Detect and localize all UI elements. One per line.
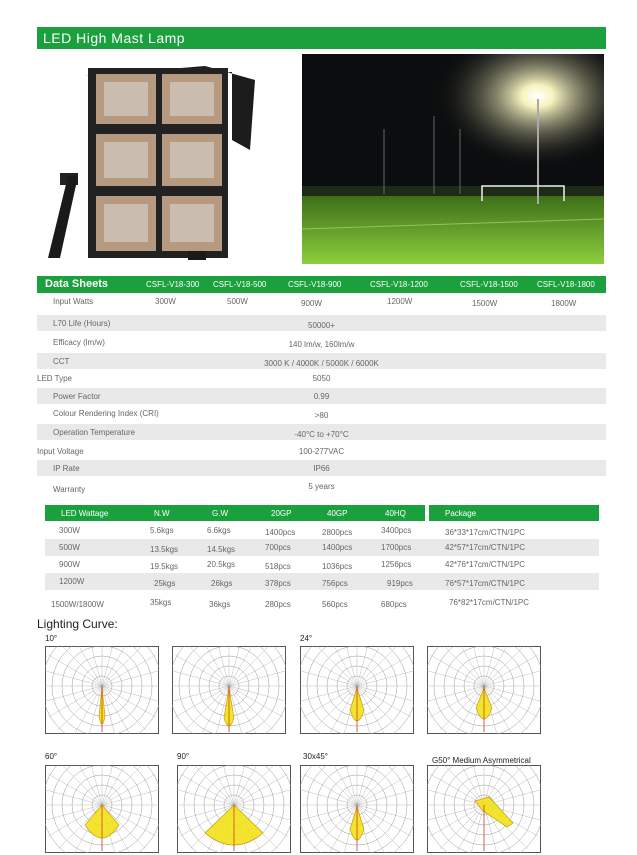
spec-row xyxy=(37,370,606,386)
spec-row xyxy=(37,443,606,459)
spec-value: 3000 K / 4000K / 5000K / 6000K xyxy=(264,359,379,368)
packing-cell: 1036pcs xyxy=(322,562,353,571)
packing-cell: 500W xyxy=(59,543,80,552)
packing-cell: 36kgs xyxy=(209,600,231,609)
stadium-photo xyxy=(302,54,604,264)
packing-cell: 25kgs xyxy=(154,579,176,588)
packing-row xyxy=(45,522,599,539)
polar-curve-60 xyxy=(45,765,159,853)
packing-cell: 1700pcs xyxy=(381,543,412,552)
spec-value: 1800W xyxy=(551,299,577,308)
curve-label: 60° xyxy=(45,752,58,761)
packing-col-header: N.W xyxy=(154,509,170,518)
packing-col-header: LED Wattage xyxy=(61,509,109,518)
spec-value: 0.99 xyxy=(313,392,330,401)
curve-label: 30x45° xyxy=(303,752,328,761)
packing-cell: 919pcs xyxy=(387,579,413,588)
packing-cell: 42*57*17cm/CTN/1PC xyxy=(445,543,526,552)
data-sheet-header xyxy=(37,276,606,293)
spec-row xyxy=(37,460,606,476)
spec-value: 1200W xyxy=(387,297,413,306)
curve-label: 10° xyxy=(45,634,58,643)
polar-curve-30x45 xyxy=(300,765,414,853)
packing-cell: 378pcs xyxy=(265,579,291,588)
model-header: CSFL-V18-900 xyxy=(288,280,342,289)
spec-row xyxy=(37,334,606,350)
packing-row xyxy=(45,539,599,556)
curve-label: 24° xyxy=(300,634,313,643)
spec-row xyxy=(37,405,606,421)
spec-row xyxy=(37,478,606,494)
packing-cell: 900W xyxy=(59,560,80,569)
curve-label: 90° xyxy=(177,752,190,761)
polar-curve-24 xyxy=(300,646,414,734)
spec-value: IP66 xyxy=(313,464,330,473)
lighting-curve-title: Lighting Curve: xyxy=(37,617,118,631)
model-header: CSFL-V18-500 xyxy=(213,280,267,289)
packing-cell: 518pcs xyxy=(265,562,291,571)
curve-label: G50° Medium Asymmetrical xyxy=(432,756,531,765)
packing-header xyxy=(45,505,425,521)
spec-label: Input Voltage xyxy=(37,447,84,456)
package-col-header: Package xyxy=(445,509,477,518)
packing-cell: 280pcs xyxy=(265,600,291,609)
packing-row xyxy=(45,594,599,611)
packing-cell: 20.5kgs xyxy=(207,560,236,569)
packing-cell: 560pcs xyxy=(322,600,348,609)
spec-row xyxy=(37,388,606,404)
spec-value: -40°C to +70°C xyxy=(294,430,349,439)
spec-label: IP Rate xyxy=(53,464,80,473)
data-sheets-heading: Data Sheets xyxy=(45,278,108,290)
packing-col-header: 40HQ xyxy=(385,509,406,518)
packing-cell: 1256pcs xyxy=(381,560,412,569)
polar-curve-10 xyxy=(45,646,159,734)
spec-value: 100-277VAC xyxy=(298,447,345,456)
packing-cell: 756pcs xyxy=(322,579,348,588)
packing-cell: 1400pcs xyxy=(265,528,296,537)
packing-cell: 19.5kgs xyxy=(150,562,179,571)
packing-cell: 13.5kgs xyxy=(150,545,179,554)
packing-cell: 680pcs xyxy=(381,600,407,609)
spec-label: Efficacy (lm/w) xyxy=(53,338,105,347)
packing-cell: 1500W/1800W xyxy=(51,600,104,609)
spec-row xyxy=(37,424,606,440)
spec-label: Power Factor xyxy=(53,392,101,401)
spec-label: L70 Life (Hours) xyxy=(53,319,111,328)
packing-col-header: G.W xyxy=(212,509,228,518)
packing-cell: 3400pcs xyxy=(381,526,412,535)
spec-value: 5050 xyxy=(312,374,331,383)
model-header: CSFL-V18-1500 xyxy=(460,280,518,289)
packing-cell: 2800pcs xyxy=(322,528,353,537)
packing-cell: 76*57*17cm/CTN/1PC xyxy=(445,579,526,588)
packing-cell: 42*76*17cm/CTN/1PC xyxy=(445,560,526,569)
spec-label: Input Watts xyxy=(53,297,94,306)
spec-row xyxy=(37,315,606,331)
spec-row xyxy=(37,293,606,309)
packing-cell: 700pcs xyxy=(265,543,291,552)
model-header: CSFL-V18-1200 xyxy=(370,280,428,289)
model-header: CSFL-V18-300 xyxy=(146,280,200,289)
packing-cell: 76*82*17cm/CTN/1PC xyxy=(449,598,530,607)
spec-value: 50000+ xyxy=(308,321,335,330)
packing-cell: 1400pcs xyxy=(322,543,353,552)
polar-curve-g50 xyxy=(427,765,541,853)
spec-row xyxy=(37,353,606,369)
packing-cell: 36*33*17cm/CTN/1PC xyxy=(445,528,526,537)
packing-row xyxy=(45,556,599,573)
packing-cell: 35kgs xyxy=(150,598,172,607)
lamp-image xyxy=(40,58,255,263)
model-header: CSFL-V18-1800 xyxy=(537,280,595,289)
spec-value: 500W xyxy=(227,297,248,306)
spec-label: CCT xyxy=(53,357,70,366)
spec-value: 300W xyxy=(155,297,176,306)
section-title: LED High Mast Lamp xyxy=(37,27,606,49)
packing-col-header: 20GP xyxy=(271,509,292,518)
packing-cell: 1200W xyxy=(59,577,85,586)
packing-cell: 14.5kgs xyxy=(207,545,236,554)
spec-value: 900W xyxy=(301,299,322,308)
spec-value: 5 years xyxy=(308,482,335,491)
packing-cell: 5.6kgs xyxy=(150,526,174,535)
spec-value: >80 xyxy=(314,411,329,420)
packing-row xyxy=(45,573,599,590)
spec-label: LED Type xyxy=(37,374,72,383)
package-header xyxy=(429,505,599,521)
spec-label: Warranty xyxy=(53,485,86,494)
polar-curve-15 xyxy=(172,646,286,734)
polar-curve-40 xyxy=(427,646,541,734)
polar-curve-90 xyxy=(177,765,291,853)
spec-label: Colour Rendering Index (CRI) xyxy=(53,409,159,418)
packing-cell: 300W xyxy=(59,526,80,535)
spec-value: 1500W xyxy=(472,299,498,308)
spec-label: Operation Temperature xyxy=(53,428,136,437)
packing-col-header: 40GP xyxy=(327,509,348,518)
spec-value: 140 lm/w, 160lm/w xyxy=(288,340,355,349)
packing-cell: 26kgs xyxy=(211,579,233,588)
packing-cell: 6.6kgs xyxy=(207,526,231,535)
